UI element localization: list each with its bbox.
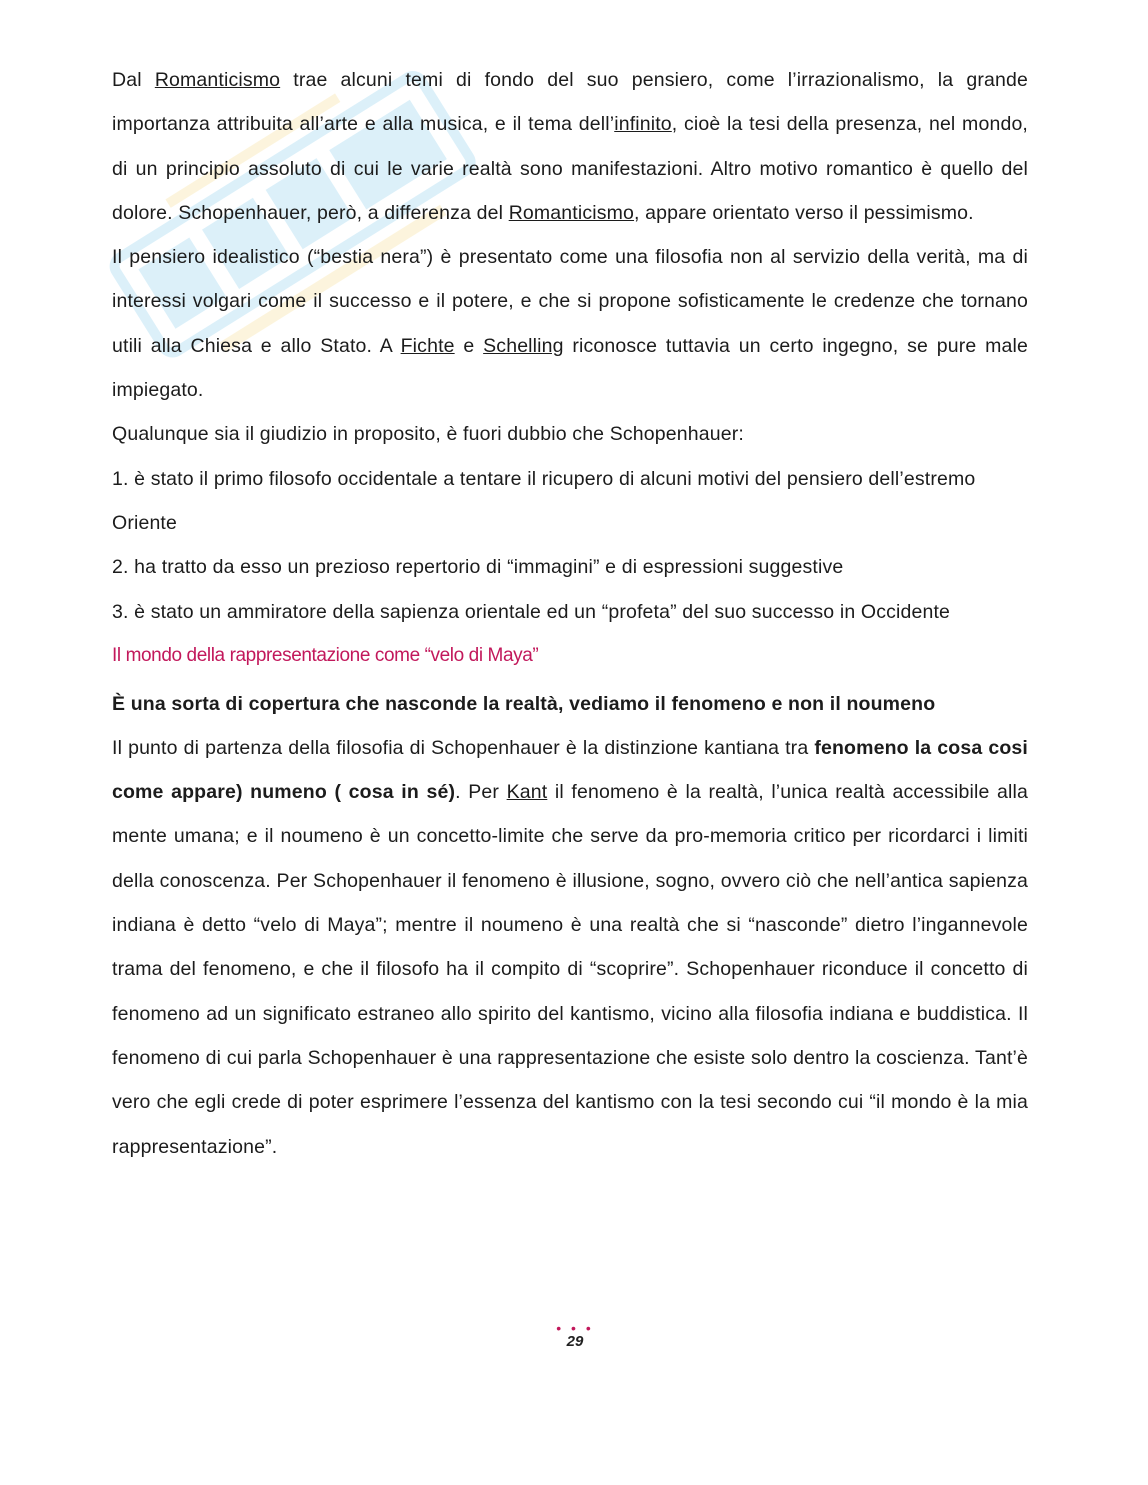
- link-schelling[interactable]: Schelling: [483, 334, 564, 357]
- text-span: il fenomeno è la realtà, l’unica realtà accessibile alla mente umana; e il noumeno è un concetto-limite che serve da pro-memoria critico per ricordarci i limiti della conoscenza. Per Schopenhauer il fenomeno è illusione, sogno, ovvero ciò che nell’antica sapienza indiana è detto “velo di Maya”; mentre il noumeno è una realtà che si “nasconde” dietro l’ingannevole trama del fenomeno, e che il filosofo ha il compito di “scoprire”. Schopenhauer riconduce il concetto di fenomeno ad un significato estraneo allo spirito del kantismo, vicino alla filosofia indiana e buddistica. Il fenomeno di cui parla Schopenhauer è una rappresentazione che esiste solo dentro la coscienza. Tant’è vero che egli crede di poter esprimere l’essenza del kantismo con la tesi secondo cui “il mondo è la mia rappresentazione”.: [112, 781, 1029, 1158]
- text-span: trae alcuni temi di fondo del suo pensiero, come l’irrazionalismo, la grande importanza attribuita all’arte e alla musica, e il tema dell’: [112, 69, 1028, 136]
- text-span: e: [454, 334, 484, 357]
- section-heading: Il mondo della rappresentazione come “velo di Maya”: [112, 644, 539, 666]
- paragraph-romanticism: [112, 58, 1028, 235]
- text-span: . Per: [455, 781, 507, 804]
- document-body: [112, 58, 1028, 1169]
- link-fichte[interactable]: Fichte: [400, 334, 455, 357]
- page-number: 29: [566, 1333, 584, 1350]
- link-romanticismo-2[interactable]: Romanticismo: [508, 201, 635, 224]
- paragraph-judgement: Qualunque sia il giudizio in proposito, è fuori dubbio che Schopenhauer:: [112, 423, 744, 446]
- text-span: , appare orientato verso il pessimismo.: [634, 201, 974, 224]
- paragraph-idealism: [112, 235, 1028, 412]
- list-item-3: 3. è stato un ammiratore della sapienza orientale ed un “profeta” del suo successo in Occidente: [112, 600, 951, 623]
- page-footer: [540, 1322, 610, 1350]
- list-item-1: 1. è stato il primo filosofo occidentale a tentare il ricupero di alcuni motivi del pensiero dell’estremo Oriente: [112, 467, 976, 534]
- link-infinito[interactable]: infinito: [614, 113, 672, 136]
- paragraph-phenomenon: [112, 726, 1028, 1169]
- text-span: Il punto di partenza della filosofia di Schopenhauer è la distinzione kantiana tra: [112, 736, 815, 759]
- bold-definition: fenomeno la cosa cosi come appare) numeno ( cosa in sé): [112, 736, 1028, 804]
- text-span: riconosce tuttavia un certo ingegno, se pure male impiegato.: [112, 334, 1028, 402]
- text-span: , cioè la tesi della presenza, nel mondo, di un principio assoluto di cui le varie realtà sono manifestazioni. Altro motivo romantico è quello del dolore. Schopenhauer, però, a differenza del: [112, 113, 1029, 224]
- footer-dots-icon: • • •: [556, 1320, 594, 1336]
- text-span: Dal: [112, 69, 155, 91]
- link-romanticismo[interactable]: Romanticismo: [154, 69, 281, 91]
- link-kant[interactable]: Kant: [506, 781, 548, 804]
- list-item-2: 2. ha tratto da esso un prezioso repertorio di “immagini” e di espressioni suggestive: [112, 556, 844, 579]
- text-span: Il pensiero idealistico (“bestia nera”) è presentato come una filosofia non al servizio della verità, ma di interessi volgari come il successo e il potere, e che si propone sofisticamente le credenze che tornano utili alla Chiesa e allo Stato. A: [112, 246, 1028, 357]
- bold-summary-line: È una sorta di copertura che nasconde la realtà, vediamo il fenomeno e non il noumeno: [112, 692, 936, 715]
